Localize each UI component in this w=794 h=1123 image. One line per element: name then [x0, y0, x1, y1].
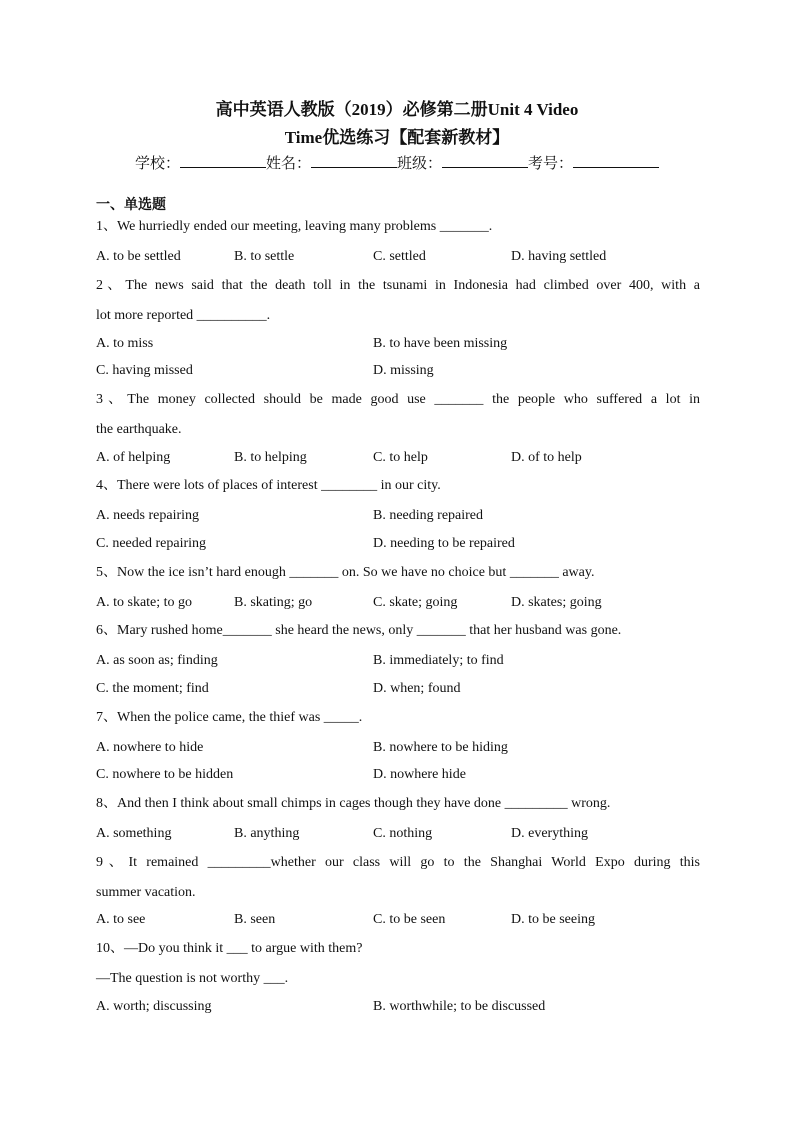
option[interactable]: B. anything: [234, 826, 300, 841]
option[interactable]: A. to skate; to go: [96, 595, 193, 610]
option[interactable]: A. of helping: [96, 450, 171, 465]
question-text: lot more reported __________.: [96, 308, 271, 323]
option[interactable]: D. missing: [373, 363, 434, 378]
section-title: 一、单选题: [96, 197, 166, 213]
option[interactable]: A. to be settled: [96, 249, 181, 264]
option[interactable]: A. nowhere to hide: [96, 740, 204, 755]
option[interactable]: B. seen: [234, 912, 276, 927]
option[interactable]: C. to be seen: [373, 912, 446, 927]
option[interactable]: D. needing to be repaired: [373, 536, 515, 551]
id-blank[interactable]: [573, 153, 659, 168]
option[interactable]: A. as soon as; finding: [96, 653, 218, 668]
option[interactable]: D. nowhere hide: [373, 767, 466, 782]
question-text: summer vacation.: [96, 885, 196, 900]
option[interactable]: A. needs repairing: [96, 508, 200, 523]
option[interactable]: D. when; found: [373, 681, 461, 696]
option[interactable]: B. nowhere to be hiding: [373, 740, 508, 755]
option[interactable]: B. skating; go: [234, 595, 313, 610]
option[interactable]: D. everything: [511, 826, 588, 841]
option[interactable]: B. to have been missing: [373, 336, 508, 351]
question-text: 5、Now the ice isn’t hard enough _______ on. So we have no choice but _______ away.: [96, 565, 595, 580]
question-text: 1、We hurriedly ended our meeting, leaving many problems _______.: [96, 219, 493, 234]
page-title: 高中英语人教版（2019）必修第二册Unit 4 Video: [215, 100, 579, 119]
question-text: the earthquake.: [96, 422, 182, 437]
option[interactable]: A. to miss: [96, 336, 154, 351]
page-subtitle: Time优选练习【配套新教材】: [284, 128, 510, 147]
option[interactable]: B. needing repaired: [373, 508, 484, 523]
option[interactable]: C. the moment; find: [96, 681, 209, 696]
option[interactable]: A. something: [96, 826, 172, 841]
name-blank[interactable]: [311, 153, 397, 168]
option[interactable]: A. to see: [96, 912, 146, 927]
school-blank[interactable]: [180, 153, 266, 168]
question-text: 3、The money collected should be made good use _______ the people who suffered a lot in: [96, 392, 700, 407]
option[interactable]: B. to settle: [234, 249, 295, 264]
option[interactable]: C. needed repairing: [96, 536, 207, 551]
option[interactable]: C. settled: [373, 249, 426, 264]
option[interactable]: D. of to help: [511, 450, 582, 465]
question-text: —The question is not worthy ___.: [96, 971, 289, 986]
option[interactable]: D. skates; going: [511, 595, 602, 610]
student-info-row: [0, 153, 794, 174]
school-label: 学校：: [134, 156, 180, 172]
question-text: 2、The news said that the death toll in the tsunami in Indonesia had climbed over 400, with a: [96, 278, 700, 293]
option[interactable]: C. having missed: [96, 363, 193, 378]
question-text: 7、When the police came, the thief was _____.: [96, 710, 363, 725]
option[interactable]: B. immediately; to find: [373, 653, 504, 668]
question-text: 6、Mary rushed home_______ she heard the news, only _______ that her husband was gone.: [96, 623, 622, 638]
question-text: 8、And then I think about small chimps in cages though they have done _________ wrong.: [96, 796, 611, 811]
question-text: 4、There were lots of places of interest ________ in our city.: [96, 478, 441, 493]
class-label: 班级：: [397, 156, 443, 172]
id-label: 考号：: [528, 156, 574, 172]
question-text: 10、—Do you think it ___ to argue with them?: [96, 941, 363, 956]
option[interactable]: A. worth; discussing: [96, 999, 212, 1014]
question-text: 9、It remained _________whether our class will go to the Shanghai World Expo during this: [96, 855, 700, 870]
option[interactable]: D. to be seeing: [511, 912, 595, 927]
class-blank[interactable]: [442, 153, 528, 168]
option[interactable]: D. having settled: [511, 249, 607, 264]
option[interactable]: C. skate; going: [373, 595, 458, 610]
option[interactable]: C. nothing: [373, 826, 433, 841]
option[interactable]: B. worthwhile; to be discussed: [373, 999, 546, 1014]
option[interactable]: C. to help: [373, 450, 428, 465]
name-label: 姓名：: [265, 156, 311, 172]
option[interactable]: B. to helping: [234, 450, 307, 465]
option[interactable]: C. nowhere to be hidden: [96, 767, 234, 782]
